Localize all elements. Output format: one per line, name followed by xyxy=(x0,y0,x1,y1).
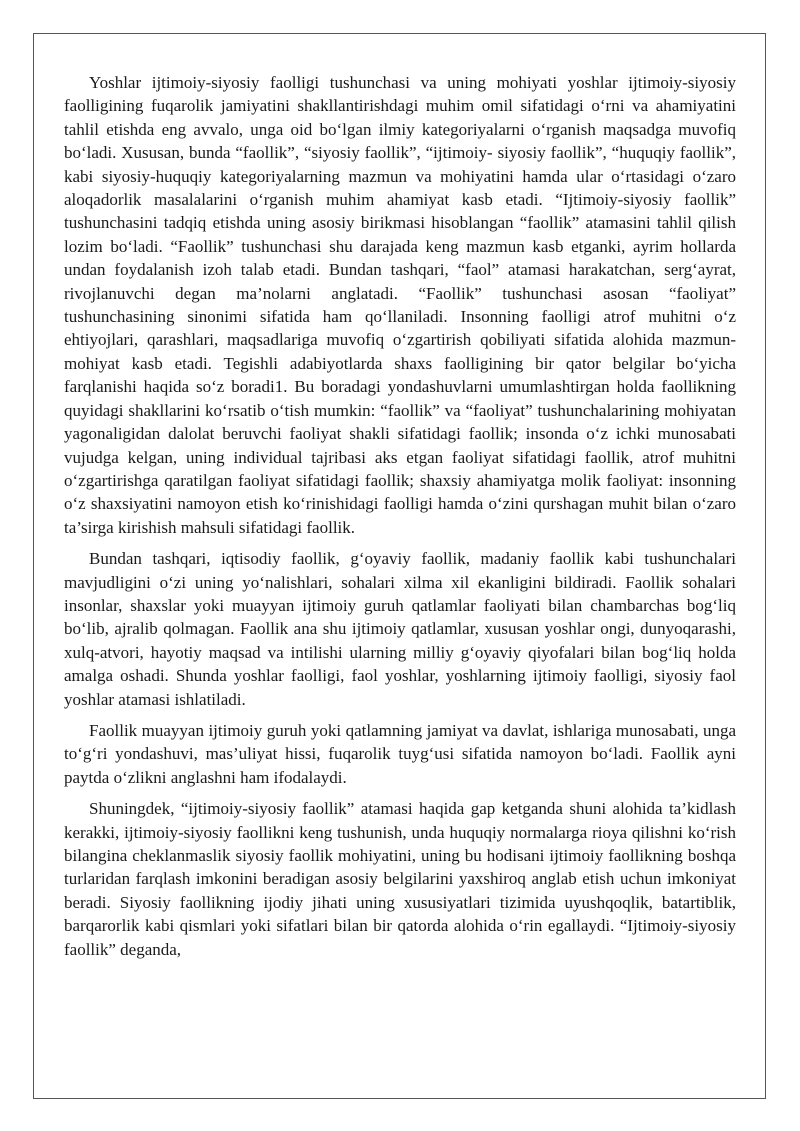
paragraph-4: Shuningdek, “ijtimoiy-siyosiy faollik” atamasi haqida gap ketganda shuni alohida ta’kidlash kerakki, ijtimoiy-siyosiy faollikni keng tushunish, unda huquqiy normalarga rioya qilishni ko‘rish bilangina cheklanmaslik siyosiy faollik mohiyatini, uning bu hodisani ijtimoiy faollikning boshqa turlaridan farqlash imkonini beradigan asosiy belgilarini yaxshiroq anglab etish uchun imkoniyat beradi. Siyosiy faollikning ijodiy jihati uning xususiyatlari tizimida uyushqoqlik, batartiblik, barqarorlik kabi qismlari yoki sifatlari bilan bir qatorda alohida o‘rin egallaydi. “Ijtimoiy-siyosiy faollik” deganda, xyxy=(64,799,736,959)
paragraph-1: Yoshlar ijtimoiy-siyosiy faolligi tushunchasi va uning mohiyati yoshlar ijtimoiy-siyosiy faolligining fuqarolik jamiyatini shakllantirishdagi muhim omil sifatidagi o‘rni va ahamiyatini tahlil etishda eng avvalo, unga oid bo‘lgan ilmiy kategoriyalarni o‘rganish maqsadga muvofiq bo‘ladi. Xususan, bunda “faollik”, “siyosiy faollik”, “ijtimoiy- siyosiy faollik”, “huquqiy faollik”, kabi siyosiy-huquqiy kategoriyalarning mazmun va mohiyatini hamda ular o‘rtasidagi o‘zaro aloqadorlik masalalarini o‘rganish muhim ahamiyat kasb etadi. “Ijtimoiy-siyosiy faollik” tushunchasini tadqiq etishda uning asosiy birikmasi hisoblangan “faollik” atamasini tahlil qilish lozim bo‘ladi. “Faollik” tushunchasi shu darajada keng mazmun kasb etganki, ayrim hollarda undan foydalanish izoh talab etadi. Bundan tashqari, “faol” atamasi harakatchan, serg‘ayrat, rivojlanuvchi degan ma’nolarni anglatadi. “Faollik” tushunchasi asosan “faoliyat” tushunchasining sinonimi sifatida ham qo‘llaniladi. Insonning faolligi atrof muhitni o‘z ehtiyojlari, qarashlari, maqsadlariga muvofiq o‘zgartirish qobiliyati sifatida alohida mazmun-mohiyat kasb etadi. Tegishli adabiyotlarda shaxs faolligining bir qator belgilar bo‘yicha farqlanishi haqida so‘z boradi1. Bu boradagi yondashuvlarni umumlashtirgan holda faollikning quyidagi shakllarini ko‘rsatib o‘tish mumkin: “faollik” va “faoliyat” tushunchalarining mohiyatan yagonaligidan dalolat beruvchi faoliyat shakli sifatidagi faollik; insonda o‘z ichki munosabati vujudga kelgan, uning individual tajribasi aks etgan faoliyat sifatidagi faollik, atrof muhitni o‘zgartirishga qaratilgan faoliyat sifatidagi faollik; shaxsiy ahamiyatga molik faoliyat: insonning o‘z shaxsiyatini namoyon etish ko‘rinishidagi faolligi hamda o‘zini qurshagan muhit bilan o‘zaro ta’sirga kirishish mahsuli sifatidagi faollik. xyxy=(64,73,736,537)
document-body xyxy=(64,71,736,969)
paragraph-2: Bundan tashqari, iqtisodiy faollik, g‘oyaviy faollik, madaniy faollik kabi tushunchalari mavjudligini o‘zi uning yo‘nalishlari, sohalari xilma xil ekanligini bildiradi. Faollik sohalari insonlar, shaxslar yoki muayyan ijtimoiy guruh qatlamlar faoliyati bilan chambarchas bog‘liq bo‘lib, ajralib qolmagan. Faollik ana shu ijtimoiy qatlamlar, xususan yoshlar ongi, dunyoqarashi, xulq-atvori, hayotiy maqsad va intilishi ularning milliy g‘oyaviy qiyofalari bilan bog‘liq holda amalga oshadi. Shunda yoshlar faolligi, faol yoshlar, yoshlarning ijtimoiy faolligi, siyosiy faol yoshlar atamasi ishlatiladi. xyxy=(64,549,736,709)
paragraph-3: Faollik muayyan ijtimoiy guruh yoki qatlamning jamiyat va davlat, ishlariga munosabati, unga to‘g‘ri yondashuvi, mas’uliyat hissi, fuqarolik tuyg‘usi sifatida namoyon bo‘ladi. Faollik ayni paytda o‘zlikni anglashni ham ifodalaydi. xyxy=(64,720,736,787)
